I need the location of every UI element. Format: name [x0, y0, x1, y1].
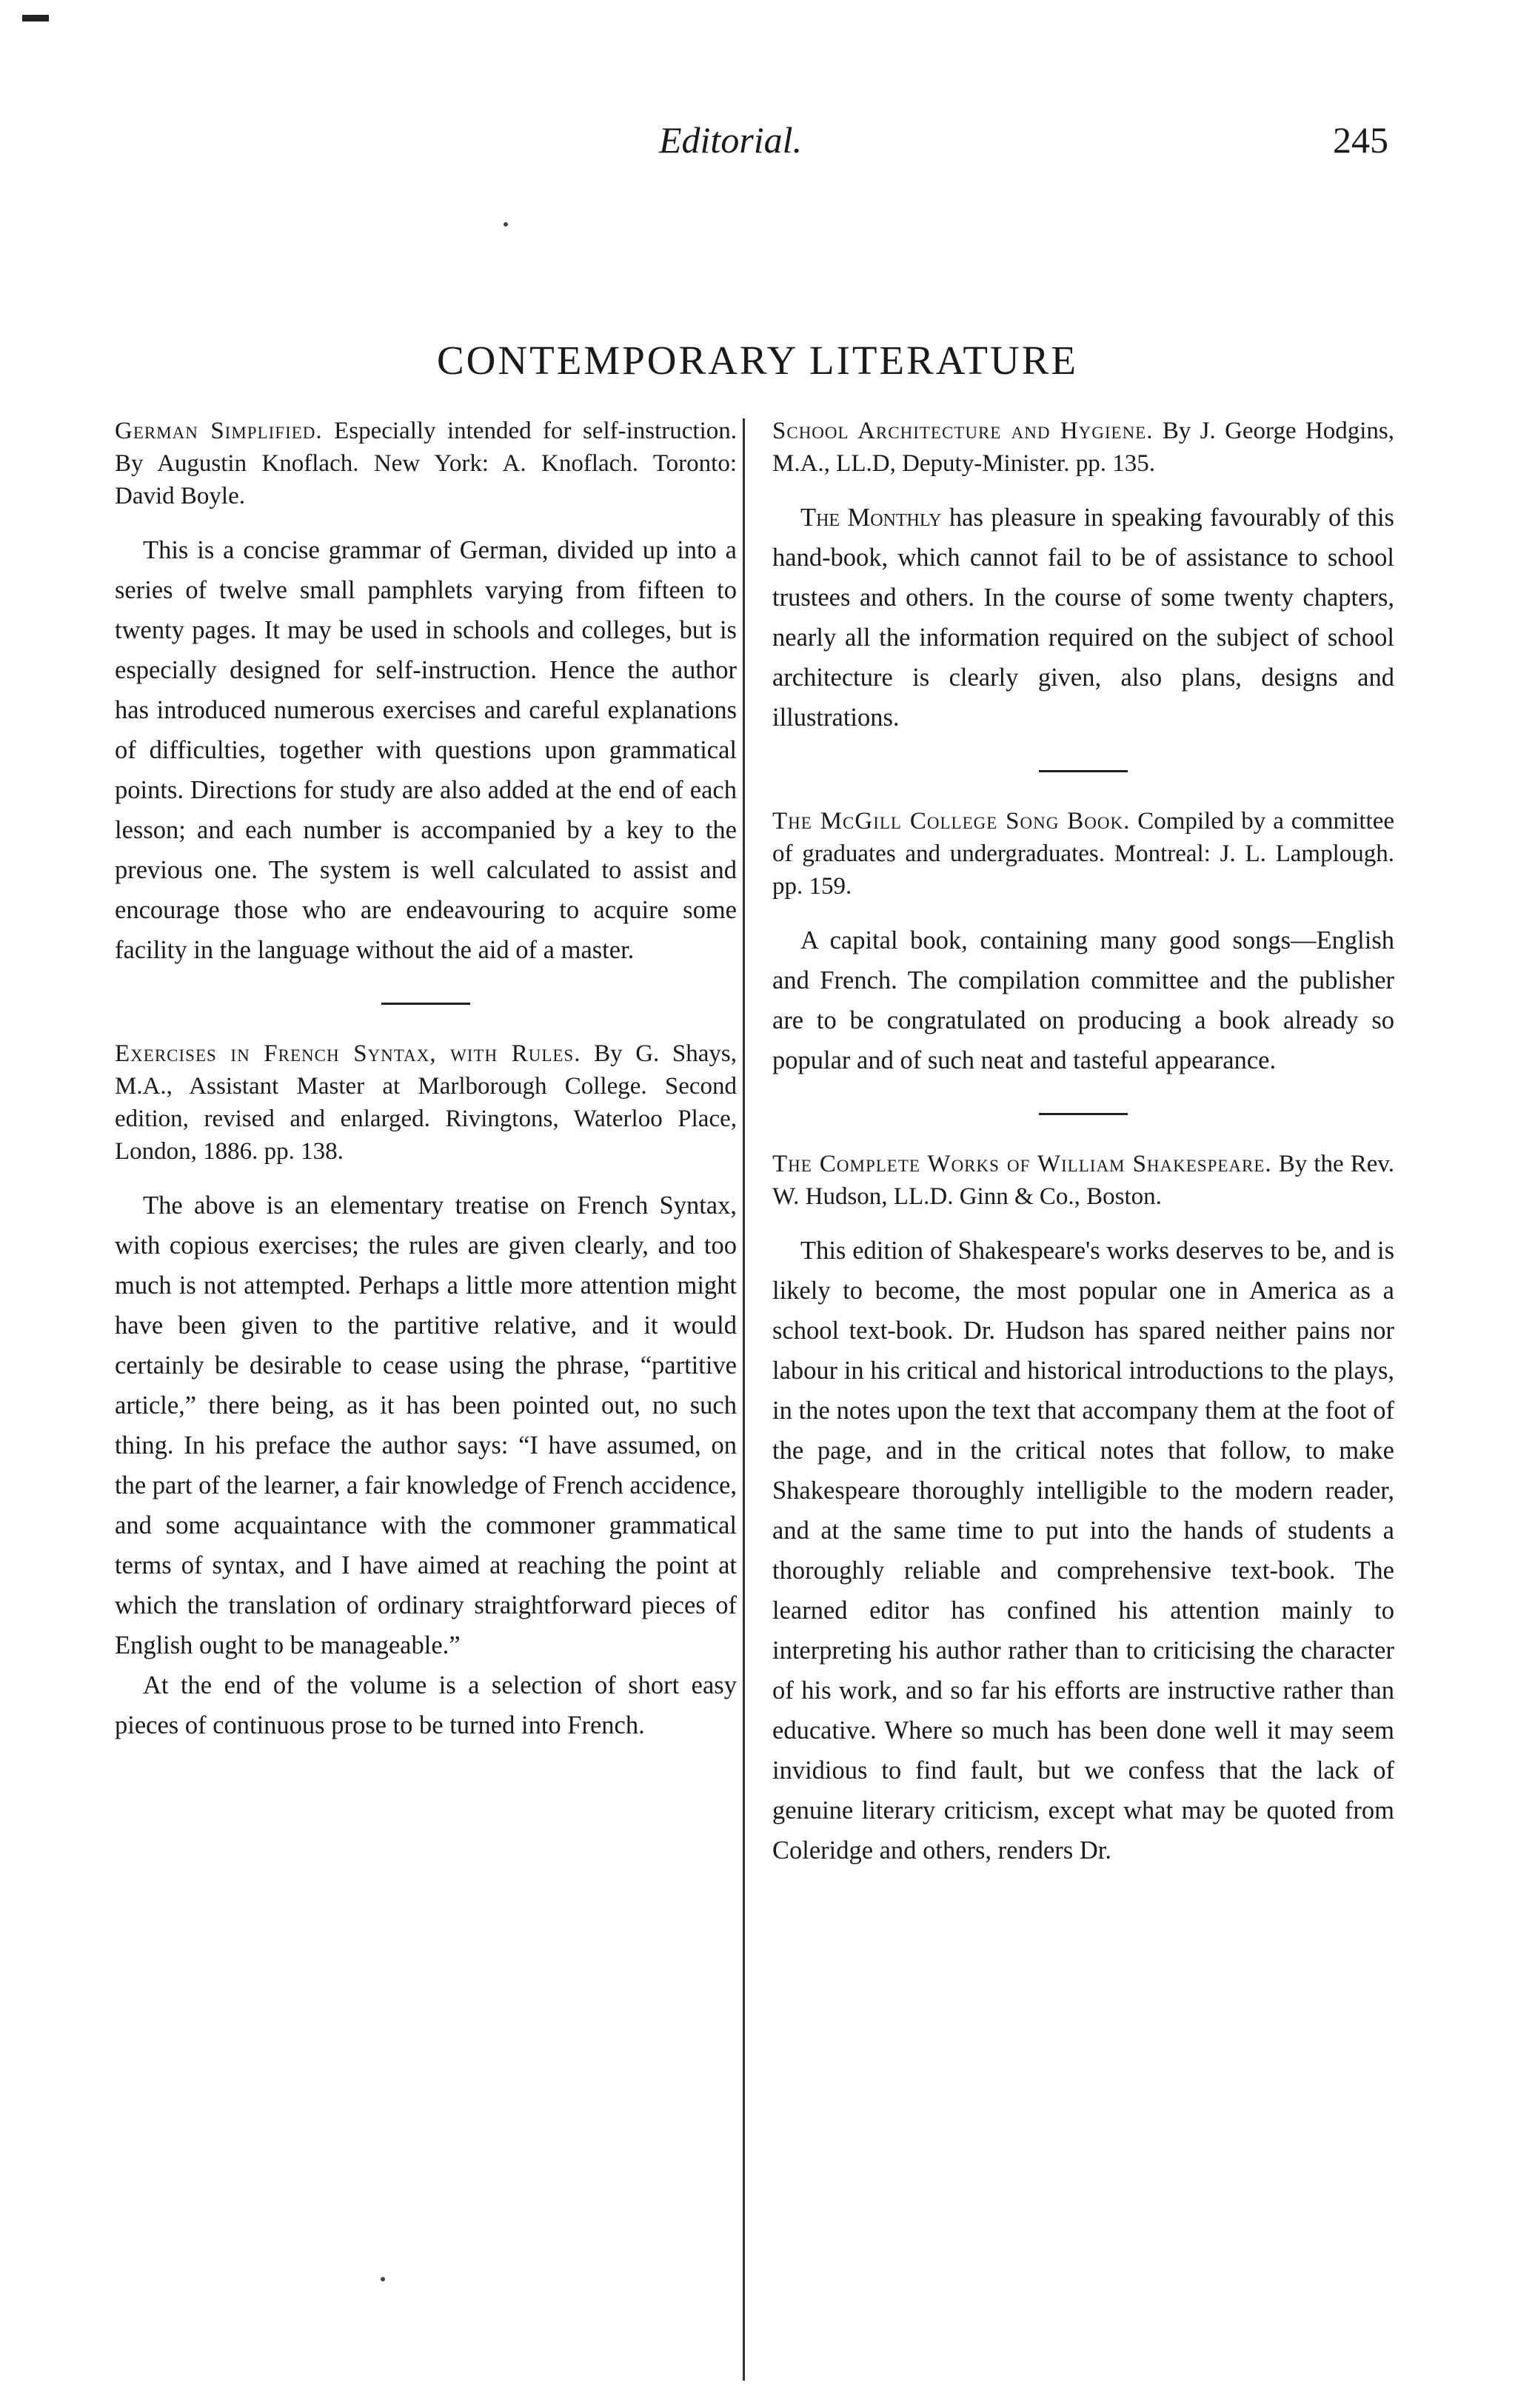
review-lead: The Monthly — [800, 504, 942, 532]
right-column — [772, 415, 1394, 1870]
book-title: Exercises in French Syntax, with Rules. — [115, 1040, 581, 1067]
book-details: By G. Shays, M.A., Assistant Master at Marlborough College. Second edition, revised and enlarged. Rivingtons, Waterloo Place, London, 1886. pp. 138. — [115, 1040, 738, 1165]
review-shakespeare — [772, 1148, 1394, 1870]
entry-heading — [115, 1037, 737, 1168]
running-title: Editorial. — [659, 119, 803, 161]
review-text: A capital book, containing many good songs—English and French. The compilation committee and the publisher are to be congratulated on producing a book already so popular and of such neat and tasteful appearance. — [772, 926, 1394, 1074]
review-text — [772, 498, 1394, 738]
review-text: This edition of Shakespeare's works deserves to be, and is likely to become, the most popular one in America as a school text-book. Dr. Hudson has spared neither pains nor labour in his critical and historical introductions to the plays, in the notes upon the text that accompany them at the foot of the page, and in the critical notes that follow, to make Shakespeare thoroughly intelligible to the modern reader, and at the same time to put into the hands of students a thoroughly reliable and comprehensive text-book. The learned editor has confined his attention mainly to interpreting his author rather than to criticising the character of his work, and so far his efforts are instructive rather than educative. Where so much has been done well it may seem invidious to find fault, but we confess that the lack of genuine literary criticism, except what may be quoted from Coleridge and others, renders Dr. — [772, 1237, 1394, 1864]
review-school-architecture — [772, 415, 1394, 738]
print-speck — [504, 222, 508, 227]
book-title: School Architecture and Hygiene. — [772, 418, 1154, 444]
section-title: CONTEMPORARY LITERATURE — [436, 338, 1079, 383]
review-text: At the end of the volume is a selection of short easy pieces of continuous prose to be turned into French. — [115, 1671, 737, 1739]
left-column — [115, 415, 737, 1745]
book-title: The Complete Works of William Shakespeare. — [772, 1151, 1272, 1177]
section-divider — [1039, 770, 1128, 772]
entry-heading — [772, 1148, 1394, 1213]
book-details: By the Rev. W. Hudson, LL.D. Ginn & Co., Boston. — [772, 1151, 1395, 1210]
entry-heading — [772, 805, 1394, 903]
book-details: Compiled by a committee of graduates and undergraduates. Montreal: J. L. Lamplough. pp. 159. — [772, 808, 1395, 900]
entry-heading — [772, 415, 1394, 480]
book-details: Especially intended for self-instruction. By Augustin Knoflach. New York: A. Knoflach. Toronto: David Boyle. — [115, 418, 737, 509]
book-title: The McGill College Song Book. — [772, 808, 1131, 835]
entry-heading — [115, 415, 737, 512]
review-french-syntax — [115, 1037, 737, 1745]
column-rule — [743, 418, 745, 2381]
section-divider — [1039, 1113, 1128, 1115]
print-speck — [381, 2277, 385, 2281]
review-text-rest: has pleasure in speaking favourably of this hand-book, which cannot fail to be of assistance to school trustees and others. In the course of some twenty chapters, nearly all the information required on the subject of school architecture is clearly given, also plans, designs and illustrations. — [772, 504, 1394, 732]
page-number: 245 — [1333, 119, 1388, 161]
review-german-simplified — [115, 415, 737, 970]
running-head — [0, 118, 1515, 185]
review-mcgill-song-book — [772, 805, 1394, 1080]
review-text: The above is an elementary treatise on French Syntax, with copious exercises; the rules are given clearly, and too much is not attempted. Perhaps a little more attention might have been given to the partitive relative, and it would certainly be desirable to cease using the phrase, “partitive article,” there being, as it has been pointed out, no such thing. In his preface the author says: “I have assumed, on the part of the learner, a fair knowledge of French accidence, and some acquaintance with the commoner grammatical terms of syntax, and I have aimed at reaching the point at which the translation of ordinary straightforward pieces of English ought to be manageable.” — [115, 1191, 737, 1659]
margin-mark — [22, 15, 49, 21]
book-title: German Simplified. — [115, 418, 323, 444]
review-text: This is a concise grammar of German, divided up into a series of twelve small pamphlets varying from fifteen to twenty pages. It may be used in schools and colleges, but is especially designed for self-instruction. Hence the author has introduced numerous exercises and careful explanations of difficulties, together with questions upon grammatical points. Directions for study are also added at the end of each lesson; and each number is accompanied by a key to the previous one. The system is well calculated to assist and encourage those who are endeavouring to acquire some facility in the language without the aid of a master. — [115, 536, 737, 964]
book-details: By J. George Hodgins, M.A., LL.D, Deputy-Minister. pp. 135. — [772, 418, 1395, 477]
section-divider — [381, 1003, 470, 1005]
